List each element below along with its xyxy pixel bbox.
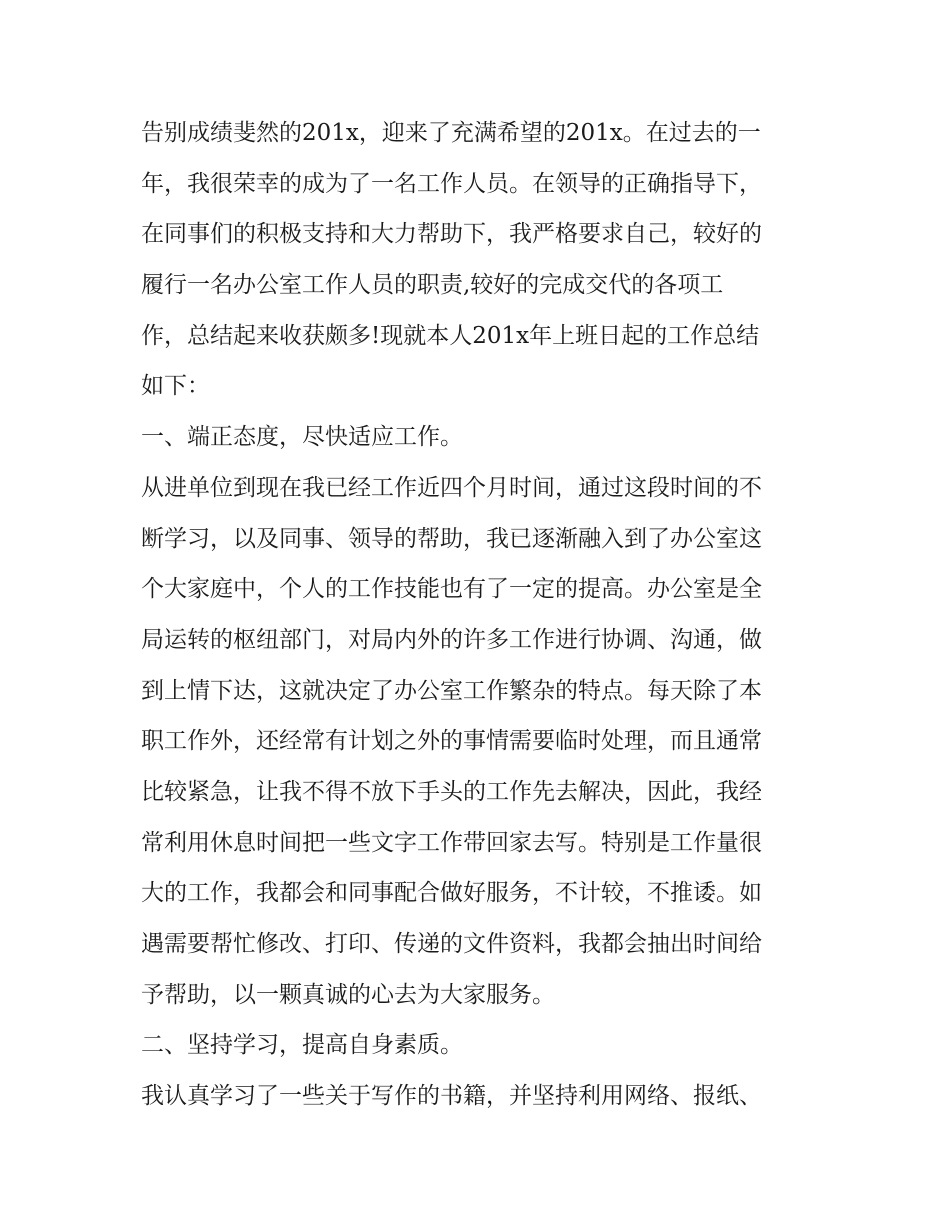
text-line: 职工作外，还经常有计划之外的事情需要临时处理，而且通常 [141,728,762,755]
text-line: 履行一名办公室工作人员的职责,较好的完成交代的各项工 [141,272,724,299]
text-line: 遇需要帮忙修改、打印、传递的文件资料，我都会抽出时间给 [141,931,762,957]
text-line: 常利用休息时间把一些文字工作带回家去写。特别是工作量很 [141,829,762,856]
text-line: 予帮助，以一颗真诚的心去为大家服务。 [141,981,555,1008]
text-line: 到上情下达，这就决定了办公室工作繁杂的特点。每天除了本 [141,677,762,704]
text-line: 比较紧急，让我不得不放下手头的工作先去解决，因此，我经 [141,778,762,805]
text-line: 从进单位到现在我已经工作近四个月时间，通过这段时间的不 [141,474,762,501]
section-heading: 二、坚持学习，提高自身素质。 [141,1032,463,1059]
text-line: 断学习，以及同事、领导的帮助，我已逐渐融入到了办公室这 [141,525,762,552]
text-line: 年，我很荣幸的成为了一名工作人员。在领导的正确指导下， [141,170,762,197]
text-line: 如下： [141,373,210,400]
text-line: 我认真学习了一些关于写作的书籍，并坚持利用网络、报纸、 [141,1083,762,1110]
text-line: 大的工作，我都会和同事配合做好服务，不计较，不推诿。如 [141,880,762,907]
text-line: 告别成绩斐然的201x，迎来了充满希望的201x。在过去的一 [141,120,761,146]
text-line: 个大家庭中，个人的工作技能也有了一定的提高。办公室是全 [141,576,762,603]
text-line: 在同事们的积极支持和大力帮助下，我严格要求自己，较好的 [141,221,762,248]
document-body [141,108,821,1122]
text-line: 作，总结起来收获颇多!现就本人201x年上班日起的工作总结 [141,322,760,349]
text-line: 局运转的枢纽部门，对局内外的许多工作进行协调、沟通，做 [141,626,762,653]
section-heading: 一、端正态度，尽快适应工作。 [141,424,463,451]
